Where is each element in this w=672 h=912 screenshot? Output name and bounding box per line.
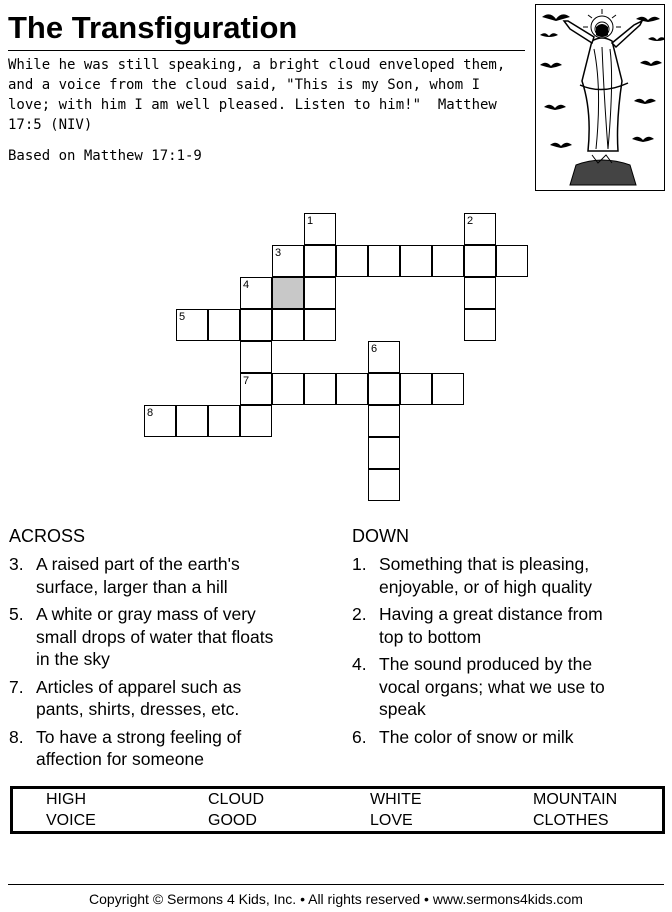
- crossword-cell[interactable]: [464, 277, 496, 309]
- crossword-cell[interactable]: [208, 309, 240, 341]
- verse-line: While he was still speaking, a bright cloud enveloped them,: [8, 57, 506, 73]
- clue-text: Having a great distance from: [379, 604, 603, 624]
- clue-text: speak: [379, 699, 426, 719]
- crossword-cell[interactable]: [240, 309, 272, 341]
- word-bank-item: WHITE: [370, 791, 422, 808]
- word-bank-item: CLOUD: [208, 791, 265, 808]
- word-bank-item: VOICE: [46, 812, 96, 829]
- crossword-cell[interactable]: [368, 341, 400, 373]
- crossword-cell[interactable]: [464, 309, 496, 341]
- down-heading: DOWN: [352, 526, 409, 546]
- clue-text: The sound produced by the: [379, 654, 593, 674]
- crossword-cell[interactable]: [336, 245, 368, 277]
- crossword-cell[interactable]: [496, 245, 528, 277]
- word-bank-item: HIGH: [46, 791, 86, 808]
- clue-text: The color of snow or milk: [379, 726, 574, 747]
- clue-number: 6.: [352, 726, 367, 747]
- crossword-cell[interactable]: [400, 373, 432, 405]
- clue-number: 4.: [352, 654, 367, 674]
- clue-text: Something that is pleasing,: [379, 554, 590, 574]
- verse-line: love; with him I am well pleased. Listen to him!" Matthew: [8, 97, 497, 113]
- copyright-notice: Copyright © Sermons 4 Kids, Inc. • All rights reserved • www.sermons4kids.com: [89, 891, 583, 907]
- clue-text: in the sky: [36, 649, 110, 669]
- crossword-cell[interactable]: [432, 373, 464, 405]
- clue-number: 7: [243, 375, 250, 387]
- crossword-cell[interactable]: [272, 277, 304, 309]
- clue-text: enjoyable, or of high quality: [379, 576, 593, 597]
- crossword-cell[interactable]: [176, 405, 208, 437]
- clue-number: 2.: [352, 604, 367, 624]
- clue-text: A raised part of the earth's: [36, 554, 240, 574]
- clue-text: vocal organs; what we use to: [379, 676, 605, 697]
- page-title: The Transfiguration: [8, 10, 298, 45]
- footer-divider: [8, 884, 664, 885]
- clue-number: 8: [147, 407, 154, 419]
- crossword-cell[interactable]: [304, 373, 336, 405]
- word-bank-item: GOOD: [208, 812, 257, 829]
- clue-text: pants, shirts, dresses, etc.: [36, 699, 240, 719]
- crossword-cell[interactable]: [464, 213, 496, 245]
- clue-text: top to bottom: [379, 626, 482, 647]
- crossword-cell[interactable]: [304, 213, 336, 245]
- crossword-cell[interactable]: [304, 277, 336, 309]
- clue-number: 3: [275, 247, 282, 259]
- crossword-cell[interactable]: [400, 245, 432, 277]
- crossword-cell[interactable]: [144, 405, 176, 437]
- clue-number: 5.: [9, 604, 24, 624]
- clue-number: 7.: [9, 676, 24, 697]
- crossword-cell[interactable]: [304, 309, 336, 341]
- crossword-cell[interactable]: [240, 277, 272, 309]
- crossword-cell[interactable]: [368, 437, 400, 469]
- clue-text: A white or gray mass of very: [36, 604, 256, 624]
- word-bank-item: MOUNTAIN: [533, 791, 618, 808]
- crossword-cell[interactable]: [272, 245, 304, 277]
- crossword-cell[interactable]: [240, 373, 272, 405]
- crossword-cell[interactable]: [240, 405, 272, 437]
- crossword-cell[interactable]: [464, 245, 496, 277]
- clue-text: affection for someone: [36, 749, 204, 769]
- across-heading: ACROSS: [9, 526, 86, 546]
- clue-text: To have a strong feeling of: [36, 726, 242, 747]
- verse-line: 17:5 (NIV): [8, 117, 93, 133]
- crossword-cell[interactable]: [336, 373, 368, 405]
- clue-text: surface, larger than a hill: [36, 576, 228, 597]
- jesus-illustration: [535, 4, 665, 191]
- crossword-cell[interactable]: [176, 309, 208, 341]
- word-bank-item: LOVE: [370, 812, 413, 829]
- clue-text: small drops of water that floats: [36, 626, 274, 647]
- crossword-cell[interactable]: [272, 373, 304, 405]
- scripture-reference: Based on Matthew 17:1-9: [8, 148, 202, 164]
- clue-number: 3.: [9, 554, 24, 574]
- crossword-cell[interactable]: [368, 373, 400, 405]
- word-bank-item: CLOTHES: [533, 812, 609, 829]
- crossword-cell[interactable]: [208, 405, 240, 437]
- clue-number: 6: [371, 343, 378, 355]
- crossword-cell[interactable]: [240, 341, 272, 373]
- clue-number: 5: [179, 311, 186, 323]
- clue-number: 1.: [352, 554, 367, 574]
- crossword-cell[interactable]: [368, 405, 400, 437]
- jesus-figure-icon: [536, 5, 665, 191]
- title-divider: [8, 50, 525, 51]
- crossword-cell[interactable]: [304, 245, 336, 277]
- crossword-cell[interactable]: [368, 469, 400, 501]
- scripture-verse: [8, 55, 528, 135]
- crossword-cell[interactable]: [432, 245, 464, 277]
- clue-text: Articles of apparel such as: [36, 676, 242, 697]
- verse-line: and a voice from the cloud said, "This is my Son, whom I: [8, 77, 481, 93]
- clue-number: 1: [307, 215, 314, 227]
- clue-number: 8.: [9, 726, 24, 747]
- crossword-cell[interactable]: [272, 309, 304, 341]
- crossword-cell[interactable]: [368, 245, 400, 277]
- clue-number: 2: [467, 215, 474, 227]
- clue-number: 4: [243, 279, 250, 291]
- word-bank: [10, 786, 665, 834]
